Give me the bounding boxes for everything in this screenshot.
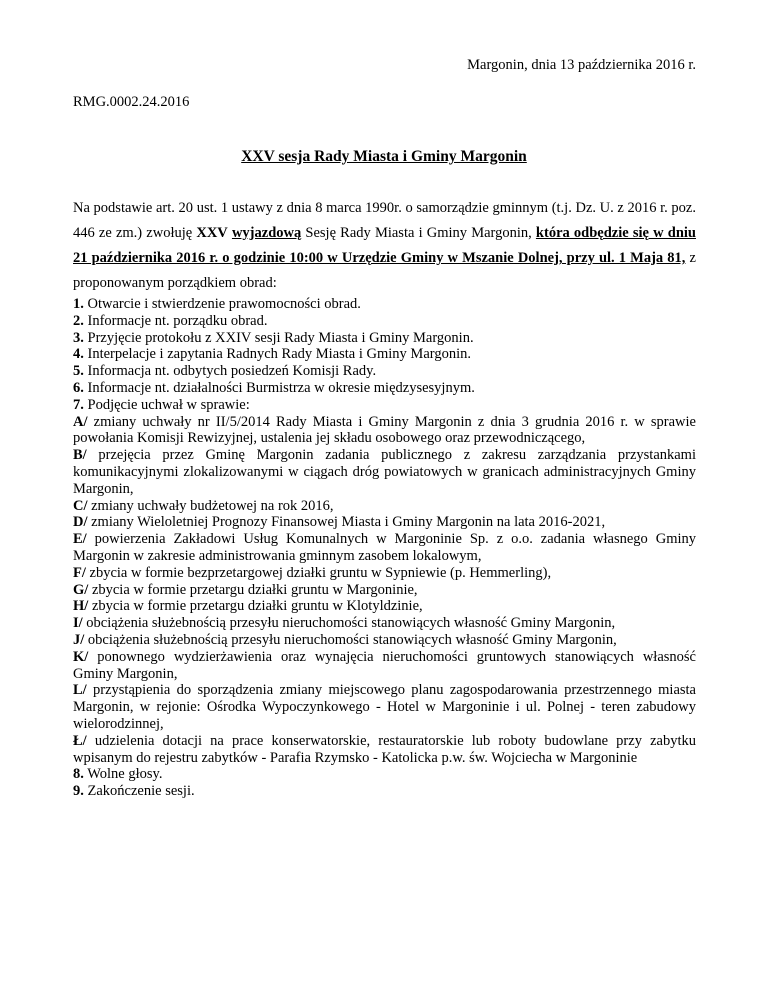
agenda-item-text: przejęcia przez Gminę Margonin zadania publicznego z zakresu zarządzania przystankami komunikacyjnymi zlokalizowanymi w ciągach dróg powiatowych w granicach administracyjnych Gminy Margonin, <box>73 447 696 497</box>
agenda-item <box>73 565 696 582</box>
agenda-item-label: K/ <box>73 648 89 665</box>
agenda-item-text: przystąpienia do sporządzenia zmiany miejscowego planu zagospodarowania przestrzennego miasta Margonin, w rejonie: Ośrodka Wypoczynkowego - Hotel w Margoninie i ul. Polnej - teren zabudowy wielorodzinnej, <box>73 682 696 732</box>
agenda-item-label: 4. <box>73 346 84 363</box>
agenda-item <box>73 598 696 615</box>
agenda-item-label: F/ <box>73 564 86 581</box>
agenda-item-label: L/ <box>73 682 87 699</box>
agenda-item-text: Zakończenie sesji. <box>83 783 195 800</box>
agenda-item <box>73 649 696 683</box>
agenda-item-text: zmiany uchwały budżetowej na rok 2016, <box>87 497 334 514</box>
agenda-item-label: 2. <box>73 312 84 329</box>
agenda-item-label: Ł/ <box>73 732 87 749</box>
agenda-item-text: Przyjęcie protokołu z XXIV sesji Rady Miasta i Gminy Margonin. <box>83 329 474 346</box>
agenda-item-text: zbycia w formie bezprzetargowej działki gruntu w Sypniewie (p. Hemmerling), <box>85 564 552 581</box>
agenda-item-text: zbycia w formie przetargu działki gruntu w Margoninie, <box>88 581 418 598</box>
agenda-item-label: J/ <box>73 631 85 648</box>
agenda-item <box>73 363 696 380</box>
agenda-item <box>73 330 696 347</box>
agenda-item-text: zbycia w formie przetargu działki gruntu w Klotyldzinie, <box>88 598 423 615</box>
agenda-item-text: obciążenia służebnością przesyłu nieruchomości stanowiących własność Gminy Margonin, <box>84 631 617 648</box>
agenda-item <box>73 514 696 531</box>
agenda-item-label: 9. <box>73 783 84 800</box>
agenda-item-text: Informacja nt. odbytych posiedzeń Komisji Rady. <box>83 363 377 380</box>
agenda-item <box>73 414 696 448</box>
agenda-item <box>73 447 696 497</box>
agenda-item-text: ponownego wydzierżawienia oraz wynajęcia nieruchomości gruntowych stanowiących własność Gminy Margonin, <box>73 648 696 682</box>
agenda-list <box>73 296 696 800</box>
agenda-item-text: Interpelacje i zapytania Radnych Rady Miasta i Gminy Margonin. <box>83 346 471 363</box>
agenda-item-label: 8. <box>73 766 84 783</box>
agenda-item <box>73 313 696 330</box>
agenda-item <box>73 615 696 632</box>
agenda-item-text: Informacje nt. działalności Burmistrza w okresie międzysesyjnym. <box>83 379 475 396</box>
agenda-item-label: I/ <box>73 615 83 632</box>
intro-text: Sesję Rady Miasta i Gminy Margonin, <box>301 225 536 241</box>
agenda-item <box>73 733 696 767</box>
agenda-item-text: zmiany Wieloletniej Prognozy Finansowej Miasta i Gminy Margonin na lata 2016-2021, <box>87 514 606 531</box>
agenda-item-text: Informacje nt. porządku obrad. <box>83 312 268 329</box>
intro-paragraph <box>73 196 696 296</box>
agenda-item-label: G/ <box>73 581 89 598</box>
agenda-item <box>73 296 696 313</box>
agenda-item <box>73 682 696 732</box>
agenda-item-text: powierzenia Zakładowi Usług Komunalnych w Margoninie Sp. z o.o. zadania własnego Gminy Margonin w zakresie administrowania gminnym zasobem lokalowym, <box>73 531 696 564</box>
agenda-item-label: H/ <box>73 598 89 615</box>
agenda-item <box>73 380 696 397</box>
agenda-item-label: A/ <box>73 413 88 430</box>
agenda-item-label: 7. <box>73 396 84 413</box>
agenda-item-label: D/ <box>73 514 88 531</box>
agenda-item <box>73 632 696 649</box>
intro-text: z proponowanym porządkiem obrad: <box>73 250 696 291</box>
agenda-item-label: 1. <box>73 296 84 312</box>
agenda-item-label: E/ <box>73 531 87 548</box>
agenda-item-label: C/ <box>73 497 88 514</box>
agenda-item <box>73 397 696 414</box>
intro-text: Na podstawie art. 20 ust. 1 ustawy z dnia 8 marca 1990r. o samorządzie gminnym (t.j. Dz. U. z 2016 r. poz. 446 ze zm.) zwołuję <box>73 200 696 241</box>
agenda-item <box>73 498 696 515</box>
agenda-item-text: obciążenia służebnością przesyłu nieruchomości stanowiących własność Gminy Margonin, <box>82 615 616 632</box>
session-type: wyjazdową <box>231 225 302 241</box>
agenda-item-text: zmiany uchwały nr II/5/2014 Rady Miasta i Gminy Margonin z dnia 3 grudnia 2016 r. w sprawie powołania Komisji Rewizyjnej, ustalenia jej składu osobowego oraz przewodniczącego, <box>73 413 696 447</box>
agenda-item <box>73 582 696 599</box>
agenda-item-text: Wolne głosy. <box>83 766 163 783</box>
agenda-item-label: 3. <box>73 329 84 346</box>
agenda-item-label: 5. <box>73 363 84 380</box>
date-line: Margonin, dnia 13 października 2016 r. <box>467 57 696 73</box>
agenda-item <box>73 346 696 363</box>
agenda-item-text: Podjęcie uchwał w sprawie: <box>83 396 250 413</box>
session-date-location: która odbędzie się w dniu 21 października 2016 r. o godzinie 10:00 w Urzędzie Gminy w Mszanie Dolnej, przy ul. 1 Maja 81, <box>73 225 696 266</box>
agenda-item <box>73 766 696 783</box>
agenda-item-text: Otwarcie i stwierdzenie prawomocności obrad. <box>83 296 361 312</box>
document-title: XXV sesja Rady Miasta i Gminy Margonin <box>241 148 527 165</box>
reference-number: RMG.0002.24.2016 <box>73 94 190 110</box>
agenda-item-text: udzielenia dotacji na prace konserwatorskie, restauratorskie lub roboty budowlane przy zabytku wpisanym do rejestru zabytków - Parafia Rzymsko - Katolicka p.w. św. Wojciecha w Margoninie <box>73 732 696 766</box>
agenda-item <box>73 531 696 565</box>
agenda-item <box>73 783 696 800</box>
agenda-item-label: 6. <box>73 379 84 396</box>
session-number: XXV <box>196 225 228 241</box>
agenda-item-label: B/ <box>73 447 87 464</box>
